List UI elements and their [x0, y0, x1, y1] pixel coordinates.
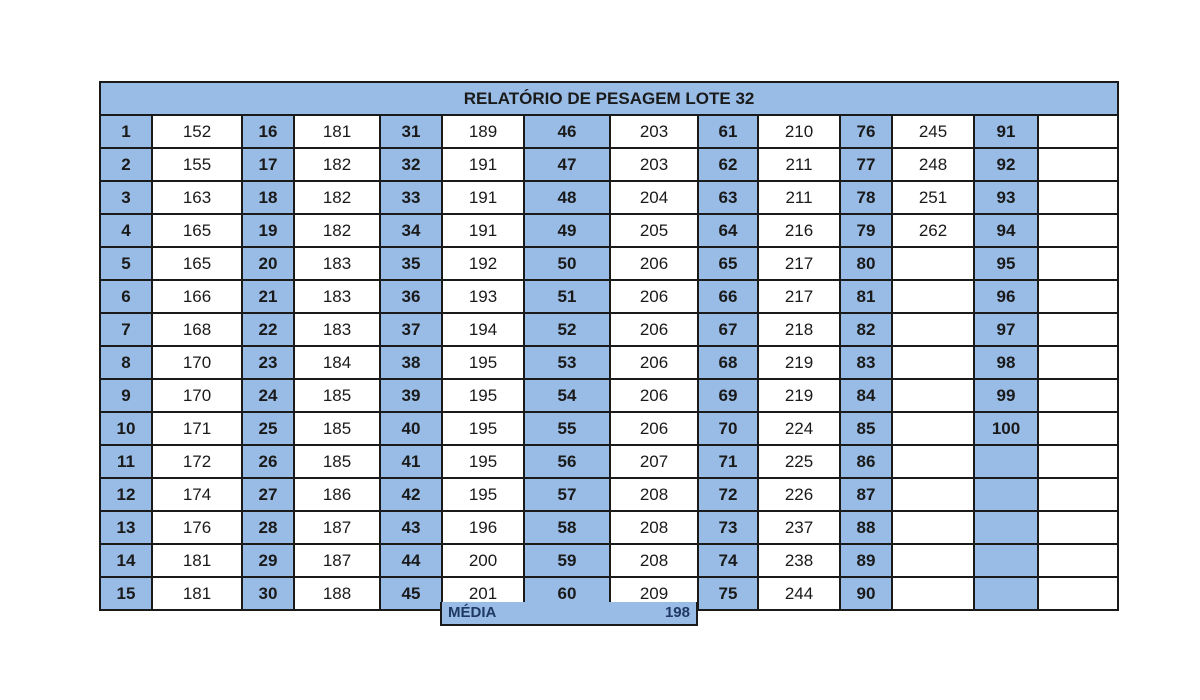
index-cell: 77	[840, 148, 892, 181]
weighing-table	[99, 81, 1119, 611]
weight-cell: 195	[442, 445, 524, 478]
weight-cell: 195	[442, 412, 524, 445]
weight-cell: 191	[442, 181, 524, 214]
weight-cell: 195	[442, 346, 524, 379]
weight-cell: 181	[152, 544, 242, 577]
weight-cell	[1038, 478, 1118, 511]
weight-cell	[892, 346, 974, 379]
index-cell: 91	[974, 115, 1038, 148]
index-cell: 57	[524, 478, 610, 511]
empty-index-cell	[974, 511, 1038, 544]
table-row	[100, 313, 1118, 346]
index-cell: 98	[974, 346, 1038, 379]
table-row	[100, 115, 1118, 148]
weight-cell: 245	[892, 115, 974, 148]
index-cell: 76	[840, 115, 892, 148]
weight-cell	[1038, 379, 1118, 412]
weight-cell: 163	[152, 181, 242, 214]
index-cell: 74	[698, 544, 758, 577]
weight-cell: 201	[442, 577, 524, 610]
weight-cell: 171	[152, 412, 242, 445]
index-cell: 45	[380, 577, 442, 610]
table-row	[100, 544, 1118, 577]
index-cell: 72	[698, 478, 758, 511]
index-cell: 69	[698, 379, 758, 412]
weight-cell: 219	[758, 379, 840, 412]
weight-cell: 196	[442, 511, 524, 544]
weight-cell: 185	[294, 379, 380, 412]
weight-cell	[1038, 280, 1118, 313]
index-cell: 51	[524, 280, 610, 313]
index-cell: 70	[698, 412, 758, 445]
weight-cell: 176	[152, 511, 242, 544]
weight-cell: 186	[294, 478, 380, 511]
index-cell: 99	[974, 379, 1038, 412]
weight-cell: 208	[610, 511, 698, 544]
weight-cell: 192	[442, 247, 524, 280]
weight-cell	[892, 247, 974, 280]
weight-cell: 165	[152, 247, 242, 280]
weight-cell: 184	[294, 346, 380, 379]
index-cell: 17	[242, 148, 294, 181]
weight-cell: 166	[152, 280, 242, 313]
index-cell: 88	[840, 511, 892, 544]
table-row	[100, 346, 1118, 379]
weight-cell: 238	[758, 544, 840, 577]
table-row	[100, 247, 1118, 280]
index-cell: 32	[380, 148, 442, 181]
weight-cell: 182	[294, 148, 380, 181]
index-cell: 42	[380, 478, 442, 511]
index-cell: 56	[524, 445, 610, 478]
index-cell: 7	[100, 313, 152, 346]
weight-cell: 219	[758, 346, 840, 379]
weight-cell: 188	[294, 577, 380, 610]
table-row	[100, 445, 1118, 478]
weight-cell: 210	[758, 115, 840, 148]
weight-cell: 165	[152, 214, 242, 247]
index-cell: 92	[974, 148, 1038, 181]
weight-cell: 206	[610, 412, 698, 445]
weight-cell	[1038, 181, 1118, 214]
weight-cell	[1038, 577, 1118, 610]
weight-cell: 218	[758, 313, 840, 346]
index-cell: 39	[380, 379, 442, 412]
weight-cell: 195	[442, 379, 524, 412]
weight-cell: 172	[152, 445, 242, 478]
index-cell: 29	[242, 544, 294, 577]
weight-cell	[1038, 214, 1118, 247]
index-cell: 55	[524, 412, 610, 445]
weight-cell	[1038, 346, 1118, 379]
index-cell: 66	[698, 280, 758, 313]
report-title: RELATÓRIO DE PESAGEM LOTE 32	[100, 82, 1118, 115]
index-cell: 4	[100, 214, 152, 247]
index-cell: 35	[380, 247, 442, 280]
index-cell: 22	[242, 313, 294, 346]
index-cell: 8	[100, 346, 152, 379]
index-cell: 53	[524, 346, 610, 379]
index-cell: 71	[698, 445, 758, 478]
weight-cell: 181	[294, 115, 380, 148]
weight-cell: 170	[152, 379, 242, 412]
index-cell: 65	[698, 247, 758, 280]
weight-cell	[892, 280, 974, 313]
weight-cell: 191	[442, 214, 524, 247]
weight-cell: 226	[758, 478, 840, 511]
weight-cell: 211	[758, 181, 840, 214]
index-cell: 64	[698, 214, 758, 247]
weight-cell: 217	[758, 247, 840, 280]
weighing-report	[99, 81, 1119, 621]
weight-cell: 187	[294, 544, 380, 577]
index-cell: 25	[242, 412, 294, 445]
weight-cell: 195	[442, 478, 524, 511]
weight-cell: 174	[152, 478, 242, 511]
index-cell: 79	[840, 214, 892, 247]
weight-cell: 224	[758, 412, 840, 445]
index-cell: 3	[100, 181, 152, 214]
table-row	[100, 214, 1118, 247]
average-box	[440, 602, 698, 626]
index-cell: 27	[242, 478, 294, 511]
index-cell: 13	[100, 511, 152, 544]
index-cell: 31	[380, 115, 442, 148]
index-cell: 89	[840, 544, 892, 577]
index-cell: 49	[524, 214, 610, 247]
index-cell: 95	[974, 247, 1038, 280]
index-cell: 78	[840, 181, 892, 214]
weight-cell: 225	[758, 445, 840, 478]
index-cell: 59	[524, 544, 610, 577]
weight-cell	[892, 379, 974, 412]
index-cell: 41	[380, 445, 442, 478]
index-cell: 21	[242, 280, 294, 313]
weight-cell	[892, 544, 974, 577]
weight-cell: 187	[294, 511, 380, 544]
index-cell: 97	[974, 313, 1038, 346]
empty-index-cell	[974, 577, 1038, 610]
index-cell: 60	[524, 577, 610, 610]
weight-cell	[892, 445, 974, 478]
weight-cell: 237	[758, 511, 840, 544]
index-cell: 11	[100, 445, 152, 478]
index-cell: 9	[100, 379, 152, 412]
weight-cell: 168	[152, 313, 242, 346]
empty-index-cell	[974, 445, 1038, 478]
weight-cell	[1038, 544, 1118, 577]
table-row	[100, 148, 1118, 181]
index-cell: 75	[698, 577, 758, 610]
index-cell: 87	[840, 478, 892, 511]
weight-cell: 204	[610, 181, 698, 214]
weight-cell	[1038, 313, 1118, 346]
table-row	[100, 478, 1118, 511]
index-cell: 93	[974, 181, 1038, 214]
weight-cell: 209	[610, 577, 698, 610]
weight-cell: 206	[610, 346, 698, 379]
weight-cell: 194	[442, 313, 524, 346]
weight-cell: 206	[610, 379, 698, 412]
index-cell: 81	[840, 280, 892, 313]
weight-cell: 207	[610, 445, 698, 478]
index-cell: 61	[698, 115, 758, 148]
weight-cell: 183	[294, 313, 380, 346]
weight-cell	[1038, 247, 1118, 280]
index-cell: 63	[698, 181, 758, 214]
index-cell: 26	[242, 445, 294, 478]
index-cell: 43	[380, 511, 442, 544]
index-cell: 40	[380, 412, 442, 445]
index-cell: 94	[974, 214, 1038, 247]
index-cell: 90	[840, 577, 892, 610]
index-cell: 50	[524, 247, 610, 280]
weight-cell: 211	[758, 148, 840, 181]
index-cell: 85	[840, 412, 892, 445]
index-cell: 83	[840, 346, 892, 379]
table-row	[100, 280, 1118, 313]
index-cell: 52	[524, 313, 610, 346]
weight-cell	[1038, 412, 1118, 445]
weight-cell: 189	[442, 115, 524, 148]
index-cell: 12	[100, 478, 152, 511]
index-cell: 23	[242, 346, 294, 379]
weight-cell: 206	[610, 280, 698, 313]
index-cell: 96	[974, 280, 1038, 313]
index-cell: 6	[100, 280, 152, 313]
weight-cell: 191	[442, 148, 524, 181]
index-cell: 62	[698, 148, 758, 181]
empty-index-cell	[974, 478, 1038, 511]
weight-cell	[892, 313, 974, 346]
weight-cell: 185	[294, 412, 380, 445]
weight-cell: 152	[152, 115, 242, 148]
index-cell: 28	[242, 511, 294, 544]
index-cell: 73	[698, 511, 758, 544]
weight-cell: 208	[610, 544, 698, 577]
index-cell: 30	[242, 577, 294, 610]
weight-cell: 155	[152, 148, 242, 181]
weight-cell: 185	[294, 445, 380, 478]
index-cell: 48	[524, 181, 610, 214]
weight-cell	[1038, 511, 1118, 544]
index-cell: 36	[380, 280, 442, 313]
index-cell: 82	[840, 313, 892, 346]
average-label: MÉDIA	[448, 604, 497, 621]
index-cell: 5	[100, 247, 152, 280]
weight-cell: 208	[610, 478, 698, 511]
weight-cell	[892, 478, 974, 511]
weight-cell: 216	[758, 214, 840, 247]
weight-cell: 248	[892, 148, 974, 181]
weight-cell	[892, 412, 974, 445]
index-cell: 67	[698, 313, 758, 346]
index-cell: 34	[380, 214, 442, 247]
index-cell: 18	[242, 181, 294, 214]
weight-cell: 205	[610, 214, 698, 247]
weight-cell: 182	[294, 214, 380, 247]
weight-cell: 183	[294, 280, 380, 313]
index-cell: 47	[524, 148, 610, 181]
index-cell: 46	[524, 115, 610, 148]
index-cell: 58	[524, 511, 610, 544]
weight-cell: 193	[442, 280, 524, 313]
weight-cell	[1038, 115, 1118, 148]
index-cell: 84	[840, 379, 892, 412]
table-row	[100, 511, 1118, 544]
table-row	[100, 412, 1118, 445]
index-cell: 86	[840, 445, 892, 478]
index-cell: 24	[242, 379, 294, 412]
weight-cell	[892, 577, 974, 610]
weight-cell: 182	[294, 181, 380, 214]
index-cell: 20	[242, 247, 294, 280]
weight-cell	[892, 511, 974, 544]
empty-index-cell	[974, 544, 1038, 577]
weight-cell: 203	[610, 115, 698, 148]
index-cell: 38	[380, 346, 442, 379]
weight-cell	[1038, 445, 1118, 478]
weight-cell: 203	[610, 148, 698, 181]
weight-cell: 183	[294, 247, 380, 280]
index-cell: 37	[380, 313, 442, 346]
weight-cell: 251	[892, 181, 974, 214]
weight-cell: 217	[758, 280, 840, 313]
index-cell: 33	[380, 181, 442, 214]
weight-cell: 170	[152, 346, 242, 379]
index-cell: 19	[242, 214, 294, 247]
table-row	[100, 181, 1118, 214]
index-cell: 68	[698, 346, 758, 379]
index-cell: 2	[100, 148, 152, 181]
table-row	[100, 379, 1118, 412]
index-cell: 44	[380, 544, 442, 577]
index-cell: 54	[524, 379, 610, 412]
weight-cell	[1038, 148, 1118, 181]
index-cell: 100	[974, 412, 1038, 445]
weight-cell: 262	[892, 214, 974, 247]
weight-cell: 206	[610, 247, 698, 280]
index-cell: 16	[242, 115, 294, 148]
weight-cell: 206	[610, 313, 698, 346]
index-cell: 14	[100, 544, 152, 577]
weight-cell: 200	[442, 544, 524, 577]
weight-cell: 244	[758, 577, 840, 610]
index-cell: 10	[100, 412, 152, 445]
average-value: 198	[664, 604, 690, 621]
index-cell: 15	[100, 577, 152, 610]
weight-cell: 181	[152, 577, 242, 610]
index-cell: 1	[100, 115, 152, 148]
index-cell: 80	[840, 247, 892, 280]
